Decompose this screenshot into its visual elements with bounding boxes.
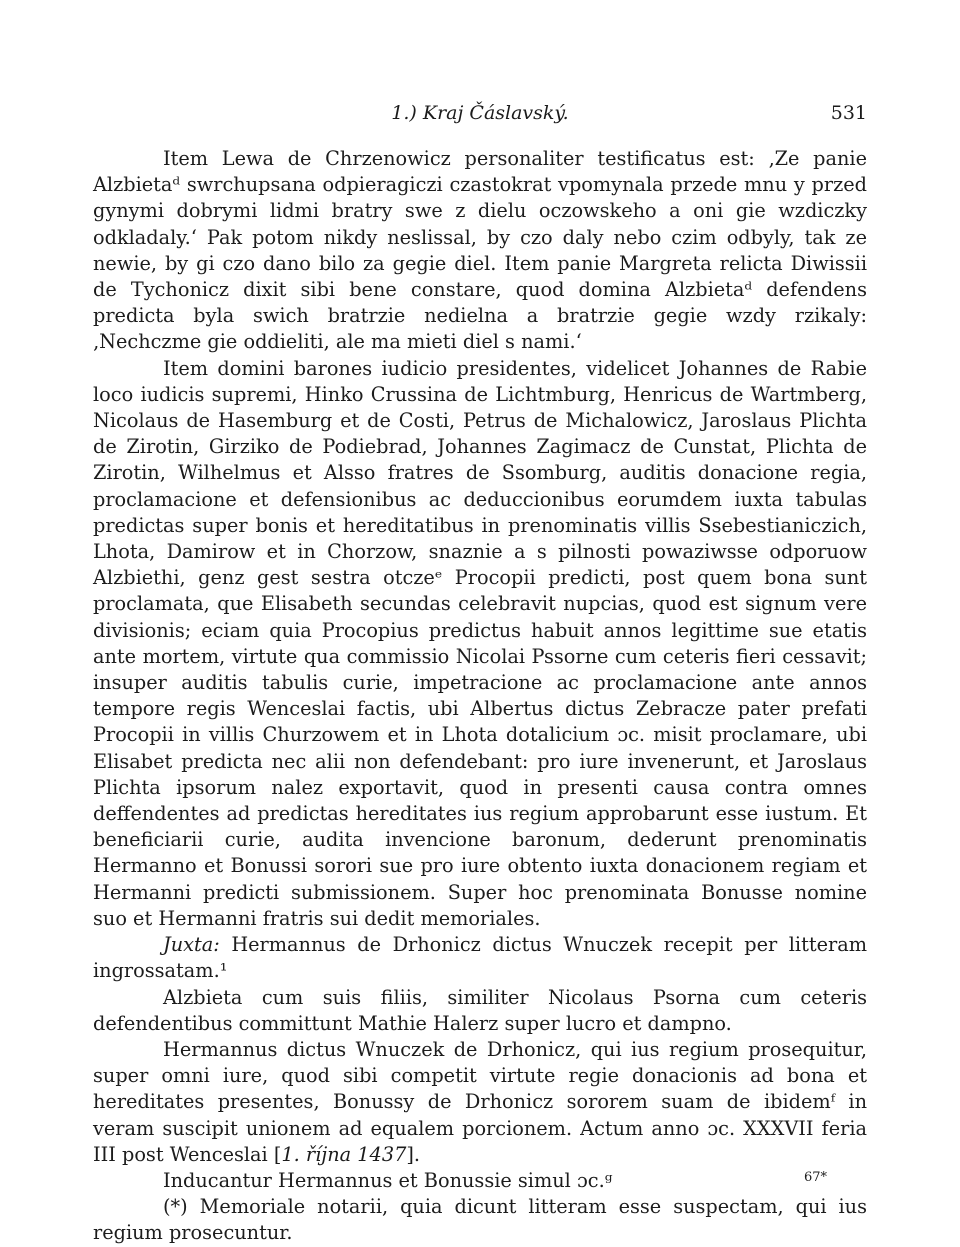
printer-signature: 67* [804,1170,828,1185]
union-tail: ]. [406,1142,421,1166]
paragraph-inducantur: Inducantur Hermannus et Bonussie simul ɔc.ᵍ [163,1168,613,1192]
running-header [93,98,867,128]
union-text: Hermannus dictus Wnuczek de Drhonicz, qui ius regium prosequitur, super omni iure, quod sibi competit virtute regie donacionis ad bona et hereditates presentes, Bonussy de Drhonicz sororem suam de ibidemᶠ in veram suscipit unionem ad equalem porcionem. Actum anno ɔc. XXXVII feria III post Wenceslai [ [93,1037,867,1166]
paragraph-juxta [93,932,867,984]
paragraph-judgment: Item domini barones iudicio presidentes, videlicet Johannes de Rabie loco iudicis supremi, Hinko Crussina de Lichtmburg, Henricus de Wartmberg, Nicolaus de Hasemburg et de Costi, Petrus de Michalowicz, Jaroslaus Plichta de Zirotin, Girziko de Podiebrad, Johannes Zagimacz de Cunstat, Plichta de Zirotin, Wilhelmus et Alsso fratres de Ssomburg, auditis donacione regia, proclamacione et defensionibus ac deduccionibus eorumdem iuxta tabulas predictas super bonis et hereditatibus in prenominatis villis Ssebestianiczich, Lhota, Damirow et in Chorzow, snaznie a s pilnosti powaziwsse odporuow Alzbiethi, genz gest sestra otczeᵉ Procopii predicti, post quem bona sunt proclamata, que Elisabeth secundas celebravit nupcias, quod est signum vere divisionis; eciam quia Procopius predictus habuit annos legittime sue etatis ante mortem, virtute qua commissio Nicolai Pssorne cum ceteris fieri cessavit; insuper auditis tabulis curie, impetracione ac proclamacione ante annos tempore regis Wenceslai factis, ubi Albertus dictus Zebracze pater prefati Procopii in villis Churzowem et in Lhota dotalicium ɔc. misit proclamare, ubi Elisabet predicta nec alii non defendebant: pro iure invenerunt, et Jaroslaus Plichta ipsorum nalez exportavit, quod in presenti causa contra omnes deffendentes ad predictas hereditates ius regium approbarunt esse iustum. Et beneficiarii curie, audita invencione baronum, dederunt prenominatis Hermanno et Bonussi sorori sue pro iure obtento iuxta donacionem regiam et Hermanni predicti submissionem. Super hoc prenominata Bonusse nomine suo et Hermanni fratris sui dedit memoriales. [93,356,867,930]
document-body [93,146,867,1247]
page-number: 531 [830,102,867,124]
paragraph-testimony: Item Lewa de Chrzenowicz personaliter testificatus est: ‚Ze panie Alzbietaᵈ swrchupsana odpieragiczi czastokrat vpomynala przede mnu y przed gynymi dobrymi lidmi bratry swe z dielu oczowskeho a oni gie wzdiczky odkladaly.‘ Pak potom nikdy neslissal, by czo daly nebo czim odbyly, tak ze newie, by gi czo dano bilo za gegie diel. Item panie Margreta relicta Diwissii de Tychonicz dixit sibi bene constare, quod domina Alzbietaᵈ defendens predicta byla swich bratrzie nedielna a bratrzie gegie wzdy rzikaly: ‚Nechczme gie oddieliti, ale ma mieti diel s nami.‘ [93,147,867,354]
paragraph-memoriale: (*) Memoriale notarii, quia dicunt litteram esse suspectam, qui ius regium prosecuntur. [93,1195,867,1245]
union-date: 1. října 1437 [281,1142,407,1166]
juxta-label: Juxta: [163,933,220,957]
paragraph-union [93,1037,867,1168]
header-title: 1.) Kraj Čáslavský. [391,102,569,124]
paragraph-commit: Alzbieta cum suis filiis, similiter Nicolaus Psorna cum ceteris defendentibus committunt Mathie Halerz super lucro et dampno. [93,985,867,1035]
juxta-text: Hermannus de Drhonicz dictus Wnuczek recepit per litteram ingrossatam.¹ [93,933,867,983]
